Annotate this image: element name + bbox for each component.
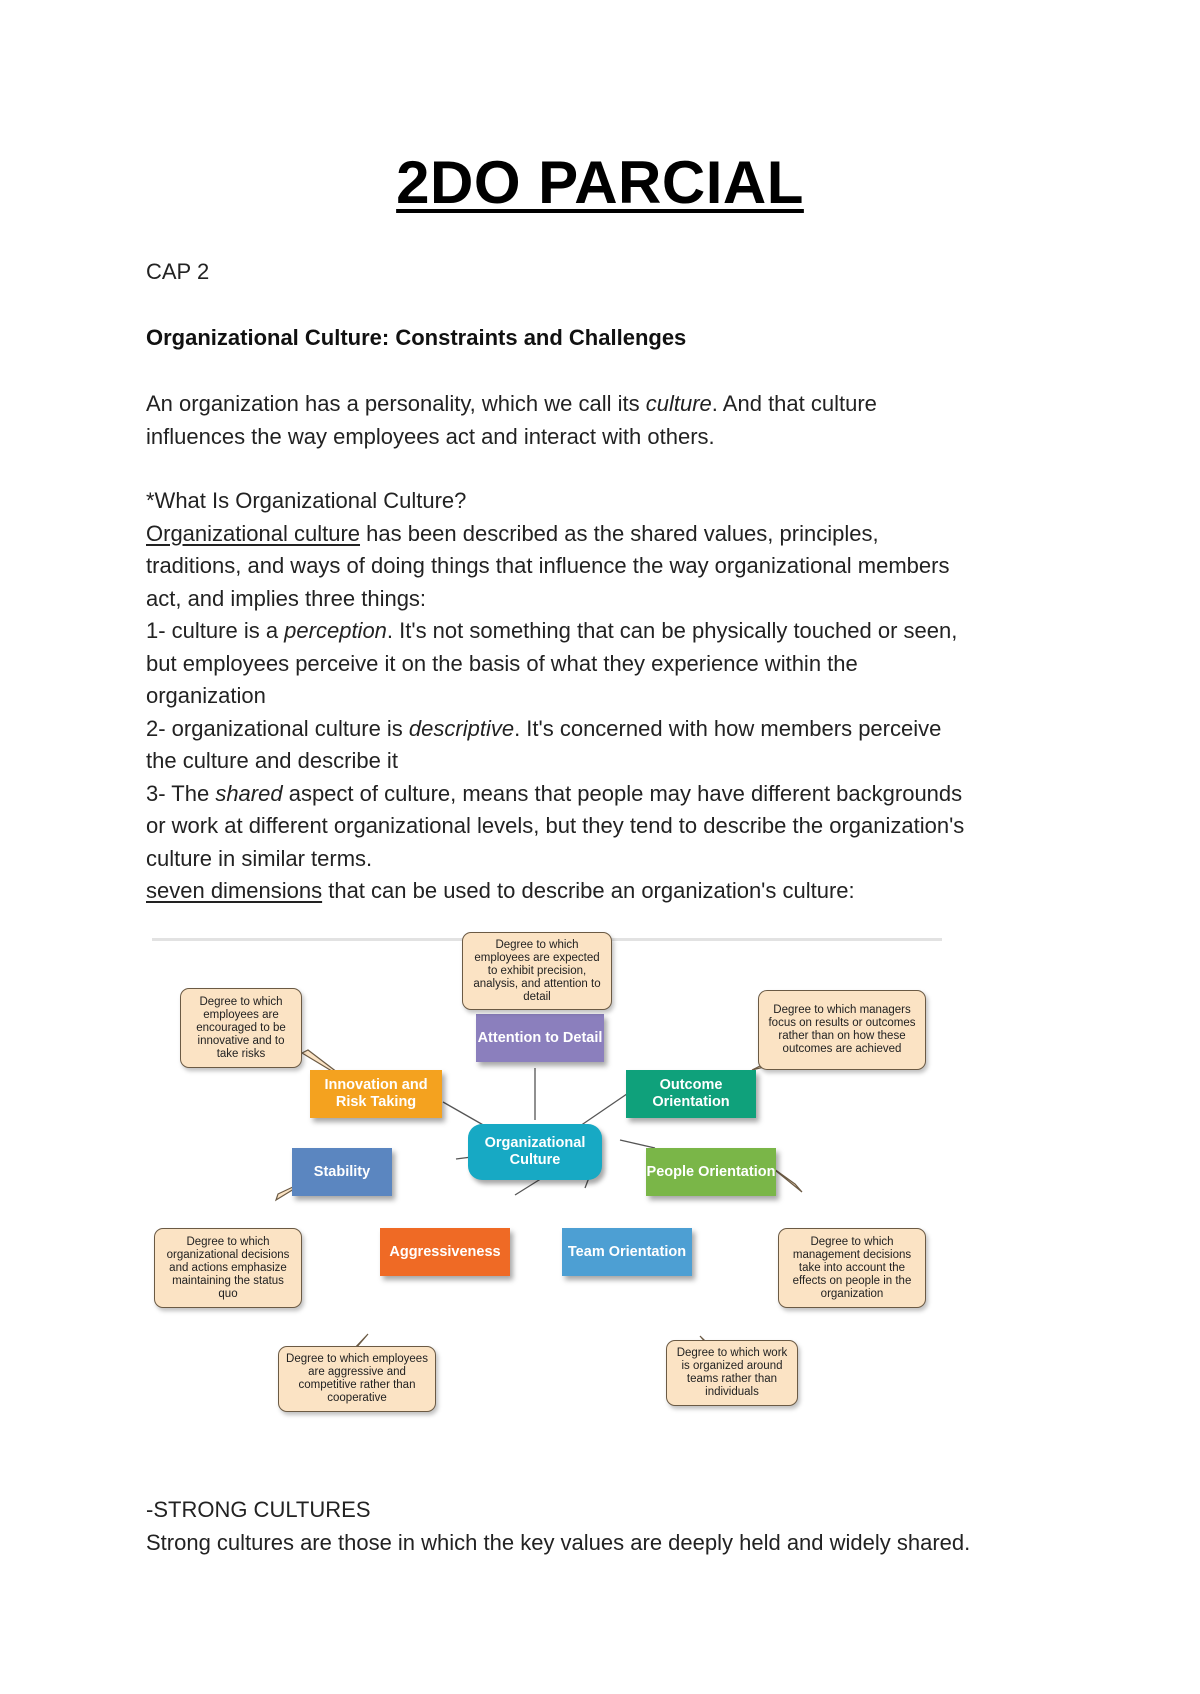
definition-line-3: act, and implies three things: (146, 585, 427, 611)
item-3 (146, 778, 1076, 811)
description-team-orientation: Degree to which work is organized around teams rather than individuals (666, 1340, 798, 1406)
description-stability: Degree to which organizational decisions and actions emphasize maintaining the status quo (154, 1228, 302, 1308)
definition-line-2: traditions, and ways of doing things that influence the way organizational members (146, 553, 950, 578)
description-aggressiveness: Degree to which employees are aggressive and competitive rather than cooperative (278, 1346, 436, 1412)
strong-cultures-text: Strong cultures are those in which the key values are deeply held and widely shared. (146, 1529, 971, 1555)
dimensions-intro (146, 875, 1076, 908)
definition-text: has been described as the shared values, principles, (360, 520, 879, 546)
section-heading: Organizational Culture: Constraints and Challenges (146, 325, 687, 350)
item-2-text: 2- organizational culture is (146, 715, 409, 741)
item-3-text-cont: aspect of culture, means that people may have different backgrounds (282, 780, 963, 806)
question-line: *What Is Organizational Culture? (146, 488, 467, 513)
intro-text-cont: . And that culture (711, 391, 877, 416)
dimension-innovation-risk-taking: Innovation and Risk Taking (310, 1070, 442, 1118)
dimension-outcome-orientation: Outcome Orientation (626, 1070, 756, 1118)
strong-cultures-heading: -STRONG CULTURES (146, 1497, 371, 1522)
item-3-emphasis: shared (215, 780, 283, 806)
item-3-line-3: culture in similar terms. (146, 845, 373, 871)
item-2 (146, 713, 1076, 746)
item-2-emphasis: descriptive (408, 715, 515, 741)
item-2-line-2: the culture and describe it (146, 748, 398, 773)
dimension-stability: Stability (292, 1148, 392, 1196)
item-1-text-cont: . It's not something that can be physically touched or seen, (386, 618, 958, 643)
dimension-aggressiveness: Aggressiveness (380, 1228, 510, 1276)
description-attention-to-detail: Degree to which employees are expected to exhibit precision, analysis, and attention to detail (462, 932, 612, 1010)
chapter-label: CAP 2 (146, 259, 210, 284)
strong-cultures-section (146, 1494, 1076, 1559)
dimension-people-orientation: People Orientation (646, 1148, 776, 1196)
description-outcome-orientation: Degree to which managers focus on results or outcomes rather than on how these outcomes are achieved (758, 990, 926, 1070)
definition-section (146, 485, 1076, 908)
item-1-line-3: organization (146, 683, 266, 708)
item-1 (146, 615, 1076, 648)
item-3-text: 3- The (146, 780, 216, 806)
intro-paragraph (146, 388, 1076, 453)
definition-term: Organizational culture (146, 520, 361, 546)
item-3-line-2: or work at different organizational levels, but they tend to describe the organization's (146, 813, 965, 838)
item-1-emphasis: perception (284, 618, 387, 643)
dimension-attention-to-detail: Attention to Detail (476, 1014, 604, 1062)
center-organizational-culture: Organizational Culture (468, 1124, 602, 1180)
intro-line-1 (146, 388, 1076, 421)
description-people-orientation: Degree to which management decisions take into account the effects on people in the organization (778, 1228, 926, 1308)
definition-line-1 (146, 518, 1076, 551)
dimensions-text: that can be used to describe an organization's culture: (322, 878, 855, 903)
dimensions-term: seven dimensions (146, 878, 323, 903)
culture-dimensions-diagram (140, 930, 960, 1490)
page-title: 2DO PARCIAL (396, 149, 804, 216)
item-2-text-cont: . It's concerned with how members perceive (514, 715, 942, 741)
intro-emphasis: culture (645, 391, 712, 416)
intro-text: An organization has a personality, which we call its (146, 391, 646, 416)
intro-line-2: influences the way employees act and interact with others. (146, 423, 715, 449)
dimension-team-orientation: Team Orientation (562, 1228, 692, 1276)
description-innovation-risk-taking: Degree to which employees are encouraged to be innovative and to take risks (180, 988, 302, 1068)
item-1-line-2: but employees perceive it on the basis of what they experience within the (146, 650, 858, 676)
item-1-text: 1- culture is a (146, 618, 285, 643)
